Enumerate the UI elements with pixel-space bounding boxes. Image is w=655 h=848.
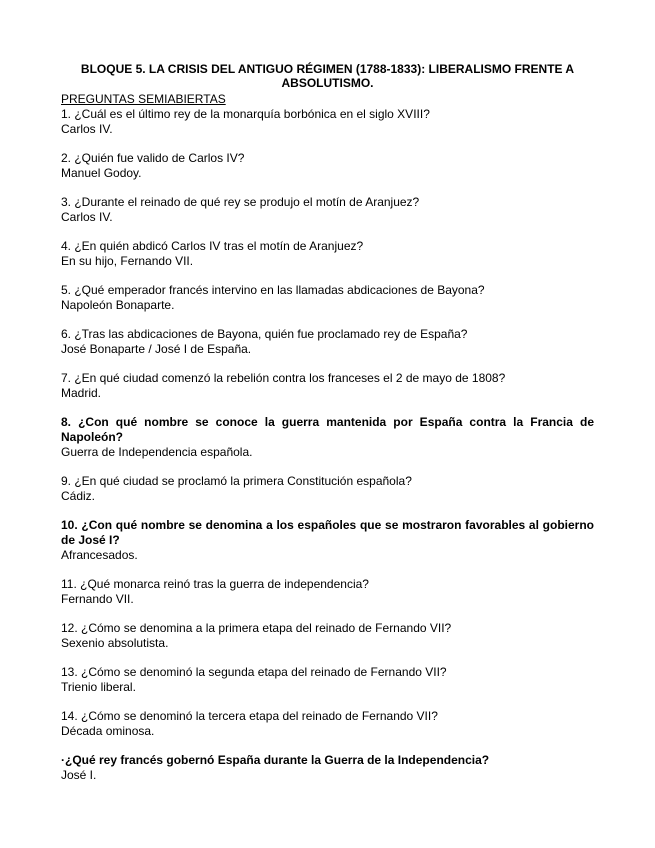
question-text: 5. ¿Qué emperador francés intervino en las llamadas abdicaciones de Bayona?: [61, 283, 485, 297]
answer-text: Década ominosa.: [61, 724, 155, 738]
answer-text: En su hijo, Fernando VII.: [61, 254, 194, 268]
qa-item-8: [61, 415, 594, 460]
qa-item-9: [61, 474, 594, 504]
answer-text: Afrancesados.: [61, 548, 138, 562]
answer-text: Madrid.: [61, 386, 102, 400]
question-text: 6. ¿Tras las abdicaciones de Bayona, quién fue proclamado rey de España?: [61, 327, 468, 341]
question-text: 1. ¿Cuál es el último rey de la monarquía borbónica en el siglo XVIII?: [61, 107, 430, 121]
answer-text: Carlos IV.: [61, 122, 113, 136]
qa-item-5: [61, 283, 594, 313]
question-text: 12. ¿Cómo se denomina a la primera etapa del reinado de Fernando VII?: [61, 621, 452, 635]
question-text: 14. ¿Cómo se denominó la tercera etapa del reinado de Fernando VII?: [61, 709, 438, 723]
qa-item-12: [61, 621, 594, 651]
qa-item-10: [61, 518, 594, 563]
document-page: [61, 62, 594, 797]
qa-item-14: [61, 709, 594, 739]
question-text: 10. ¿Con qué nombre se denomina a los españoles que se mostraron favorables al gobierno de José I?: [61, 518, 594, 547]
qa-item-3: [61, 195, 594, 225]
answer-text: Fernando VII.: [61, 592, 134, 606]
qa-item-11: [61, 577, 594, 607]
answer-text: Carlos IV.: [61, 210, 113, 224]
answer-text: Guerra de Independencia española.: [61, 445, 253, 459]
question-text: 7. ¿En qué ciudad comenzó la rebelión contra los franceses el 2 de mayo de 1808?: [61, 371, 506, 385]
answer-text: Napoleón Bonaparte.: [61, 298, 175, 312]
answer-text: Trienio liberal.: [61, 680, 136, 694]
answer-text: Cádiz.: [61, 489, 96, 503]
answer-text: Manuel Godoy.: [61, 166, 142, 180]
qa-item-4: [61, 239, 594, 269]
question-text: ·¿Qué rey francés gobernó España durante la Guerra de la Independencia?: [61, 753, 490, 767]
qa-item-7: [61, 371, 594, 401]
question-text: 4. ¿En quién abdicó Carlos IV tras el motín de Aranjuez?: [61, 239, 364, 253]
question-text: 8. ¿Con qué nombre se conoce la guerra mantenida por España contra la Francia de Napoleón?: [61, 415, 594, 444]
qa-item-15: [61, 753, 594, 783]
question-text: 2. ¿Quién fue valido de Carlos IV?: [61, 151, 245, 165]
answer-text: Sexenio absolutista.: [61, 636, 169, 650]
answer-text: José Bonaparte / José I de España.: [61, 342, 252, 356]
question-text: 13. ¿Cómo se denominó la segunda etapa del reinado de Fernando VII?: [61, 665, 447, 679]
qa-item-2: [61, 151, 594, 181]
qa-item-6: [61, 327, 594, 357]
section-heading: PREGUNTAS SEMIABIERTAS: [61, 92, 226, 106]
answer-text: José I.: [61, 768, 97, 782]
qa-item-13: [61, 665, 594, 695]
question-text: 9. ¿En qué ciudad se proclamó la primera Constitución española?: [61, 474, 412, 488]
document-title: BLOQUE 5. LA CRISIS DEL ANTIGUO RÉGIMEN (1788-1833): LIBERALISMO FRENTE A ABSOLUTISMO.: [80, 62, 575, 90]
question-text: 3. ¿Durante el reinado de qué rey se produjo el motín de Aranjuez?: [61, 195, 420, 209]
question-text: 11. ¿Qué monarca reinó tras la guerra de independencia?: [61, 577, 369, 591]
qa-item-1: [61, 107, 594, 137]
